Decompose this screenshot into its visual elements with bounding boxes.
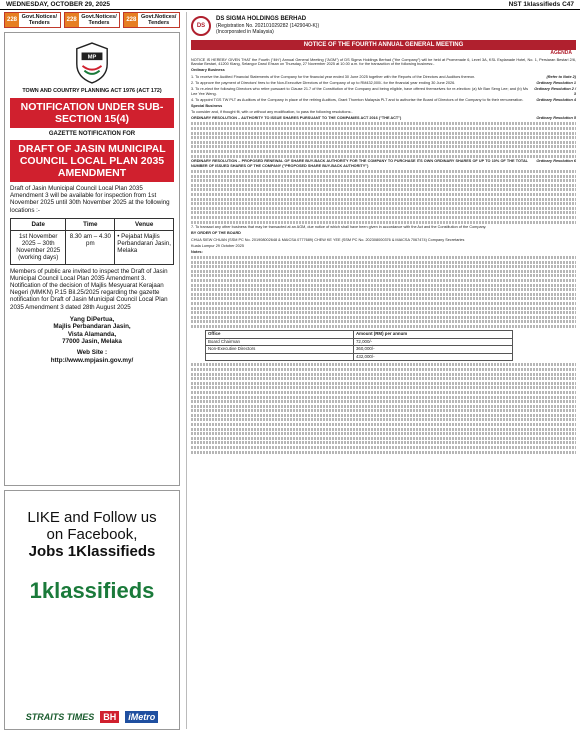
category-tab[interactable] — [64, 12, 121, 28]
fine-print-line — [191, 207, 576, 210]
category-number: 228 — [65, 13, 79, 27]
gazette-label: GAZETTE NOTIFICATION FOR — [48, 131, 136, 137]
table-header: Amount (RM) per annum — [353, 330, 512, 338]
fine-print-line — [191, 279, 576, 282]
fine-print-line — [191, 274, 576, 277]
fine-print-line — [191, 122, 576, 125]
fine-print-line — [191, 363, 576, 366]
table-cell — [206, 353, 354, 361]
body-text: Members of public are invited to inspect the Draft of Jasin Municipal Council Local Plan 2035 Amendment 3. Notification of the decision of Majlis Mesyuarat Kerajaan Negeri (MMKN) P.15 Bil.25/2025 regarding the gazette notification for Draft of Jasin Municipal Council Local Plan 2035 Amendment 3 dated 28th August 2025 — [10, 267, 168, 311]
resolution-label: Ordinary Resolution 2 / 3 — [534, 86, 576, 96]
category-tabs — [4, 12, 180, 28]
resolution-title: ORDINARY RESOLUTION – AUTHORITY TO ISSUE SHARES PURSUANT TO THE COMPANIES ACT 2016 ("THE ACT") — [191, 116, 402, 121]
fine-print-line — [191, 396, 576, 399]
table-cell: 360,000/- — [353, 346, 512, 354]
category-tab[interactable] — [123, 12, 180, 28]
notification-banner: NOTIFICATION UNDER SUB-SECTION 15(4) — [10, 98, 174, 128]
fine-print-line — [191, 256, 576, 259]
promo-line: LIKE and Follow us — [27, 509, 157, 526]
fine-print-line — [191, 188, 576, 191]
time-cell: 8.30 am – 4.30 pm — [66, 230, 115, 264]
fine-print-line — [191, 293, 576, 296]
bh-logo: BH — [100, 711, 119, 723]
table-cell: Non-Executive Directors — [206, 346, 354, 354]
fine-print-line — [191, 316, 576, 319]
fine-print-line — [191, 428, 576, 431]
fine-print-line — [191, 216, 576, 219]
place-date: Kuala Lumpur 29 October 2025 — [191, 243, 244, 248]
company-name: DS SIGMA HOLDINGS BERHAD — [216, 15, 307, 22]
fine-print-line — [191, 193, 576, 196]
category-number: 228 — [124, 13, 138, 27]
act-title: TOWN AND COUNTRY PLANNING ACT 1976 (ACT 172) — [22, 88, 162, 94]
category-label: Govt.Notices/ Tenders — [19, 13, 60, 27]
fine-print-line — [191, 170, 576, 173]
table-header: Office — [206, 330, 354, 338]
table-header: Venue — [115, 218, 174, 230]
fine-print-line — [191, 284, 576, 287]
agenda-label: AGENDA — [550, 50, 572, 56]
straits-times-logo: STRAITS TIMES — [25, 712, 95, 722]
company-inc: (Incorporated in Malaysia) — [216, 29, 274, 36]
agenda-item: 2. To approve the payment of Directors' fees to the Non-Executive Directors of the Company of up to RM432,000/- for the financial year ending 30 June 2026. — [191, 80, 456, 85]
fine-print-line — [191, 446, 576, 449]
fine-print-line — [191, 211, 576, 214]
resolution-label: Ordinary Resolution 5 — [536, 116, 576, 121]
fine-print-line — [191, 391, 576, 394]
metro-logo: iMetro — [125, 711, 158, 723]
signature-block — [10, 316, 174, 346]
plan-title-banner: DRAFT OF JASIN MUNICIPAL COUNCIL LOCAL PLAN 2035 AMENDMENT — [10, 140, 174, 182]
fine-print-line — [191, 311, 576, 314]
facebook-promo[interactable] — [4, 490, 180, 730]
page-header — [0, 0, 580, 10]
fine-print-line — [191, 368, 576, 371]
inspection-table — [10, 218, 174, 265]
fine-print-line — [191, 382, 576, 385]
agm-body — [191, 58, 576, 454]
fine-print-line — [191, 414, 576, 417]
date-cell: 1st November 2025 – 30th November 2025 (working days) — [11, 230, 66, 264]
fine-print-line — [191, 270, 576, 273]
council-crest-icon — [73, 41, 111, 85]
fine-print-line — [191, 179, 576, 182]
category-label: Govt.Notices/ Tenders — [79, 13, 120, 27]
signer-line: Yang DiPertua, — [69, 315, 115, 323]
resolution-label: Ordinary Resolution 1 — [536, 80, 576, 85]
website-link[interactable]: http://www.mpjasin.gov.my/ — [50, 356, 134, 364]
agm-title: NOTICE OF THE FOURTH ANNUAL GENERAL MEETING — [191, 40, 576, 50]
company-header — [191, 12, 576, 40]
fine-print-line — [191, 202, 576, 205]
fine-print-line — [191, 441, 576, 444]
fine-print-line — [191, 261, 576, 264]
fine-print-line — [191, 325, 576, 328]
notice-paragraph: NOTICE IS HEREBY GIVEN THAT the Fourth ("4th") Annual General Meeting ("AGM") of DS Sigma Holdings Berhad ("the Company") will be held at Promenade 6, Level 3A, KSL Esplanade Hotel, No. 1, Persiaran Bestari 2/6, Bandar Bestari, 41200 Klang, Selangor Darul Ehsan on Thursday, 27 November 2025 at 10.00 a.m. for the transaction of the following business:- — [191, 57, 576, 67]
fine-print-line — [191, 136, 576, 139]
agenda-item: 4. To appoint TGS TW PLT as Auditors of the Company in place of the retiring Auditors, Grant Thornton Malaysia PLT and to authorise the Board of Directors of the Company to fix their remuneration. — [191, 97, 524, 102]
fine-print-line — [191, 432, 576, 435]
category-label: Govt.Notices/ Tenders — [138, 13, 179, 27]
fine-print-line — [191, 405, 576, 408]
planning-notice — [4, 32, 180, 486]
company-logo-icon: DS — [191, 16, 211, 36]
intro-text: Draft of Jasin Municipal Council Local Plan 2035 Amendment 3 will be available for inspection from 1st November 2025 until 30th November 2025 at the following locations :- — [10, 185, 170, 214]
fine-print-line — [191, 451, 576, 454]
promo-brand: Jobs 1Klassifieds — [28, 543, 156, 560]
table-row — [206, 346, 513, 354]
category-tab[interactable] — [4, 12, 61, 28]
section-heading: Special Business — [191, 103, 223, 108]
fine-print-line — [191, 175, 576, 178]
fine-print-line — [191, 297, 576, 300]
fine-print-line — [191, 400, 576, 403]
resolution-label: Ordinary Resolution 4 — [536, 97, 576, 102]
table-header: Date — [11, 218, 66, 230]
fine-print-line — [191, 265, 576, 268]
fine-print-line — [191, 437, 576, 440]
fine-print-line — [191, 155, 576, 158]
fine-print-line — [191, 141, 576, 144]
promo-line: on Facebook, — [46, 526, 138, 543]
website-block — [10, 349, 174, 364]
signer-line: 77000 Jasin, Melaka — [62, 338, 122, 346]
table-cell: Board Chairman — [206, 338, 354, 346]
fine-print-line — [191, 145, 576, 148]
agenda-item: 1. To receive the Audited Financial Statements of the Company for the financial year ended 30 June 2025 together with the Reports of the Directors and Auditors thereon. — [191, 74, 476, 79]
klassifieds-logo-text: 1klassifieds — [29, 578, 155, 603]
resolution-title: ORDINARY RESOLUTION – PROPOSED RENEWAL OF SHARE BUY-BACK AUTHORITY FOR THE COMPANY TO PURCHASE ITS OWN ORDINARY SHARES OF UP TO 10% OF THE TOTAL NUMBER OF ISSUED SHARES OF THE COMPANY ("PROPOSED SHARE BUY-BACK AUTHORITY") — [191, 159, 528, 168]
resolution-label: (Refer to Note 2) — [546, 74, 576, 79]
notes-heading: Notes: — [191, 249, 203, 254]
table-row — [206, 338, 513, 346]
fine-print-line — [191, 302, 576, 305]
special-intro: To consider and, if thought fit, with or without any modification, to pass the following resolutions:- — [191, 110, 353, 115]
table-cell: 432,000/- — [353, 353, 512, 361]
website-label: Web Site : — [76, 349, 108, 357]
agenda-item: 3. To re-elect the following Directors who retire pursuant to Clause 21.7 of the Constitution of the Company and being eligible, have offered themselves for re-election: (a) Mr Ban Seng Lee; and (b) Ms Lee Yee Weng. — [191, 86, 528, 96]
fine-print-line — [191, 423, 576, 426]
fine-print-line — [191, 377, 576, 380]
fine-print-line — [191, 198, 576, 201]
fine-print-line — [191, 409, 576, 412]
fine-print-line — [191, 320, 576, 323]
by-order: BY ORDER OF THE BOARD — [191, 231, 241, 236]
fine-print-line — [191, 418, 576, 421]
fine-print-line — [191, 127, 576, 130]
agm-notice — [186, 12, 576, 729]
table-cell: 72,000/- — [353, 338, 512, 346]
fine-print-line — [191, 150, 576, 153]
fine-print-line — [191, 184, 576, 187]
resolution-label: Ordinary Resolution 6 — [536, 159, 576, 164]
fine-print-line — [191, 132, 576, 135]
table-header: Time — [66, 218, 115, 230]
fine-print-line — [191, 307, 576, 310]
venue-cell: • Pejabat Majlis Perbandaran Jasin, Melaka — [115, 230, 174, 264]
company-reg: (Registration No. 202101029282 (1429040-K)) — [216, 22, 320, 29]
fine-print-line — [191, 288, 576, 291]
page-number: NST 1klassifieds C47 — [508, 1, 574, 8]
directors-fee-table — [205, 330, 513, 361]
other-business: 7. To transact any other business that may be transacted at an AGM, due notice of which shall have been given in accordance with the Act and the Constitution of the Company. — [191, 225, 487, 230]
fine-print-line — [191, 386, 576, 389]
signer-line: Vista Alamanda, — [67, 330, 117, 338]
table-row — [11, 230, 174, 264]
issue-date: WEDNESDAY, OCTOBER 29, 2025 — [6, 1, 111, 8]
publication-logos — [5, 711, 179, 723]
category-number: 228 — [5, 13, 19, 27]
table-row — [206, 353, 513, 361]
left-column — [4, 12, 180, 729]
fine-print-line — [191, 373, 576, 376]
section-heading: Ordinary Business — [191, 68, 225, 73]
secretaries: CHUA SIEW CHUAN (SSM PC No. 201908002648 & MAICSA 0777689) CHEW KE YEE (SSM PC No. 202308000376 & MAICSA 7067474) Company Secretaries — [191, 237, 465, 242]
klassifieds-logo — [5, 578, 179, 604]
fine-print-line — [191, 221, 576, 224]
svg-text:MP: MP — [87, 54, 97, 61]
signer-line: Majlis Perbandaran Jasin, — [53, 323, 131, 331]
